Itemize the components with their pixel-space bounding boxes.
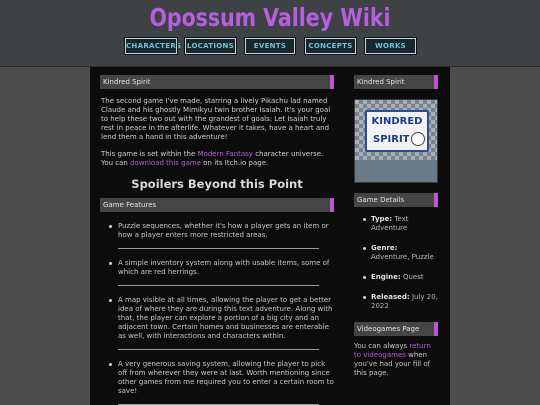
cover-logo-line2: SPIRIT (373, 134, 410, 145)
detail-value: Adventure, Puzzle (371, 253, 434, 261)
cover-logo-sign (365, 110, 429, 152)
detail-value: Quest (402, 273, 424, 281)
sidebar-title-bar: Kindred Spirit (354, 75, 438, 89)
download-game-link[interactable]: download this game (130, 159, 202, 167)
nav-locations[interactable]: LOCATIONS (185, 38, 236, 54)
detail-genre (354, 244, 438, 262)
universe-paragraph (100, 150, 334, 168)
detail-type (354, 215, 438, 233)
details-list (354, 215, 438, 311)
main-title-bar: Kindred Spirit (100, 75, 334, 89)
nav-works[interactable]: WORKS (365, 38, 416, 54)
detail-key: Released: (371, 293, 410, 301)
cover-ghost-icon (411, 132, 425, 146)
videogames-bar: Videogames Page (354, 322, 438, 336)
feature-item: Puzzle sequences, whether it's how a player gets an item or how a player enters more restricted areas. (100, 222, 334, 249)
download-text-post: on its Itch.io page. (201, 159, 269, 167)
content-page (90, 67, 450, 405)
download-text-pre: You can (101, 159, 131, 167)
feature-item: A very generous saving system, allowing the player to pick off from wherever they were at last. Worth mentioning since other games from me required you to enter a certain room to save! (100, 360, 334, 405)
videogames-text-post: when you've had your fill of this page. (354, 351, 431, 377)
detail-value: Text Adventure (371, 215, 409, 232)
nav-concepts[interactable]: CONCEPTS (305, 38, 356, 54)
modern-fantasy-link[interactable]: Modern Fantasy (197, 150, 253, 158)
site-header (0, 0, 540, 67)
site-title[interactable]: Opossum Valley Wiki (149, 3, 391, 32)
detail-released (354, 293, 438, 311)
nav-events[interactable]: EVENTS (245, 38, 295, 54)
main-column (100, 75, 334, 405)
videogames-text-pre: You can always (354, 342, 410, 350)
sidebar (354, 75, 438, 378)
features-list (100, 222, 334, 405)
spoiler-heading: Spoilers Beyond this Point (131, 177, 303, 191)
detail-value: July 20, 2022 (371, 293, 438, 310)
feature-item: A map visible at all times, allowing the player to get a better idea of where they are during this text adventure. Along with that, the player can explore a portion of a big city and an adjacent town. Certain homes and businesses are enterable as well, with interactions and characters within. (100, 296, 334, 350)
cover-logo-line1: KINDRED (371, 116, 423, 127)
videogames-paragraph (354, 342, 438, 378)
universe-text-pre: This game is set within the (101, 150, 198, 158)
return-to-videogames-link[interactable]: return to videogames (354, 342, 431, 359)
intro-paragraph: The second game I've made, starring a lively Pikachu lad named Claude and his ghostly Mimikyu twin brother Isaiah. It's your goal to help these two out with the grandest of goals: Let Isaiah truly rest in peace in the afterlife. Whatever it takes, have a heart and lend them a hand in this adventure! (101, 97, 331, 141)
game-cover-image (354, 99, 438, 183)
detail-key: Type: (371, 215, 393, 223)
universe-text-post: character universe. (252, 150, 324, 158)
detail-key: Engine: (371, 273, 401, 281)
detail-engine (354, 273, 438, 282)
details-bar: Game Details (354, 193, 438, 207)
detail-key: Genre: (371, 244, 398, 252)
nav-characters[interactable]: CHARACTERS (125, 38, 177, 54)
features-bar: Game Features (100, 198, 334, 212)
cover-ground (355, 160, 437, 182)
feature-item: A simple inventory system along with usable items, some of which are red herrings. (100, 259, 334, 286)
